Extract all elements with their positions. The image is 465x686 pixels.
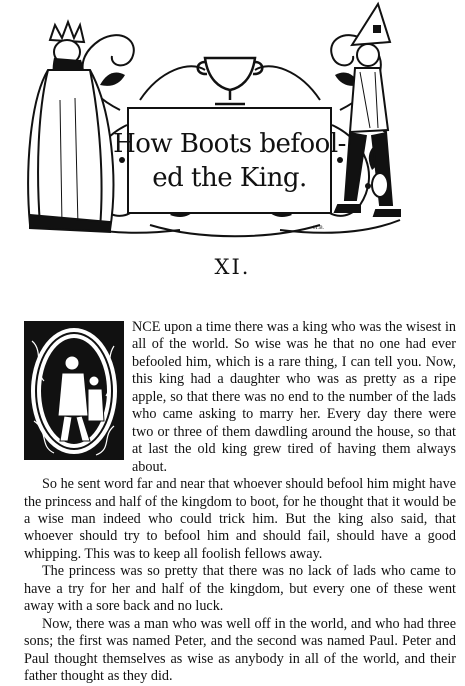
paragraph-3: The princess was so pretty that there was no lack of lads who came to have a try for her and half of the kingdom, but every one of these went away with a sore back and no luck. — [24, 563, 456, 615]
paragraph-1-text: NCE upon a time there was a king who was the wisest in all of the world. So wise was he that no one had ever befooled him, which is a rare thing, I can tell you. Now, this king had a daughter who was as pretty as a ripe apple, so that there was no end to the number of the lads who came asking to marry her. Every day there were two or three of them dawdling around the house, so that at last the old king grew tired of having them always about. — [132, 319, 456, 475]
title-line-2: ed the King. — [152, 162, 307, 193]
chapter-number: XI. — [214, 255, 251, 279]
paragraph-4: Now, there was a man who was well off in the world, and who had three sons; the first was named Peter, and the second was named Paul. Peter and Paul thought themselves as wise as anybody in all of the world, and their father thought as they did. — [24, 615, 456, 685]
paragraph-2: So he sent word far and near that whoever should befool him might have the princess and half of the kingdom to boot, for he thought that it would be a wise man indeed who could trick him. But the king also said, that whoever should try to befool him and should fail, should have a good whipping. This was to keep all foolish fellows away. — [24, 476, 456, 562]
title-line-1: How Boots befool- — [113, 128, 346, 159]
story-text — [24, 319, 456, 686]
chapter-header-illustration — [0, 0, 465, 245]
illustrator-monogram: H.B. — [313, 225, 325, 231]
decorated-initial-o — [24, 321, 124, 460]
king-figure — [28, 22, 113, 232]
title-frame — [113, 107, 346, 214]
